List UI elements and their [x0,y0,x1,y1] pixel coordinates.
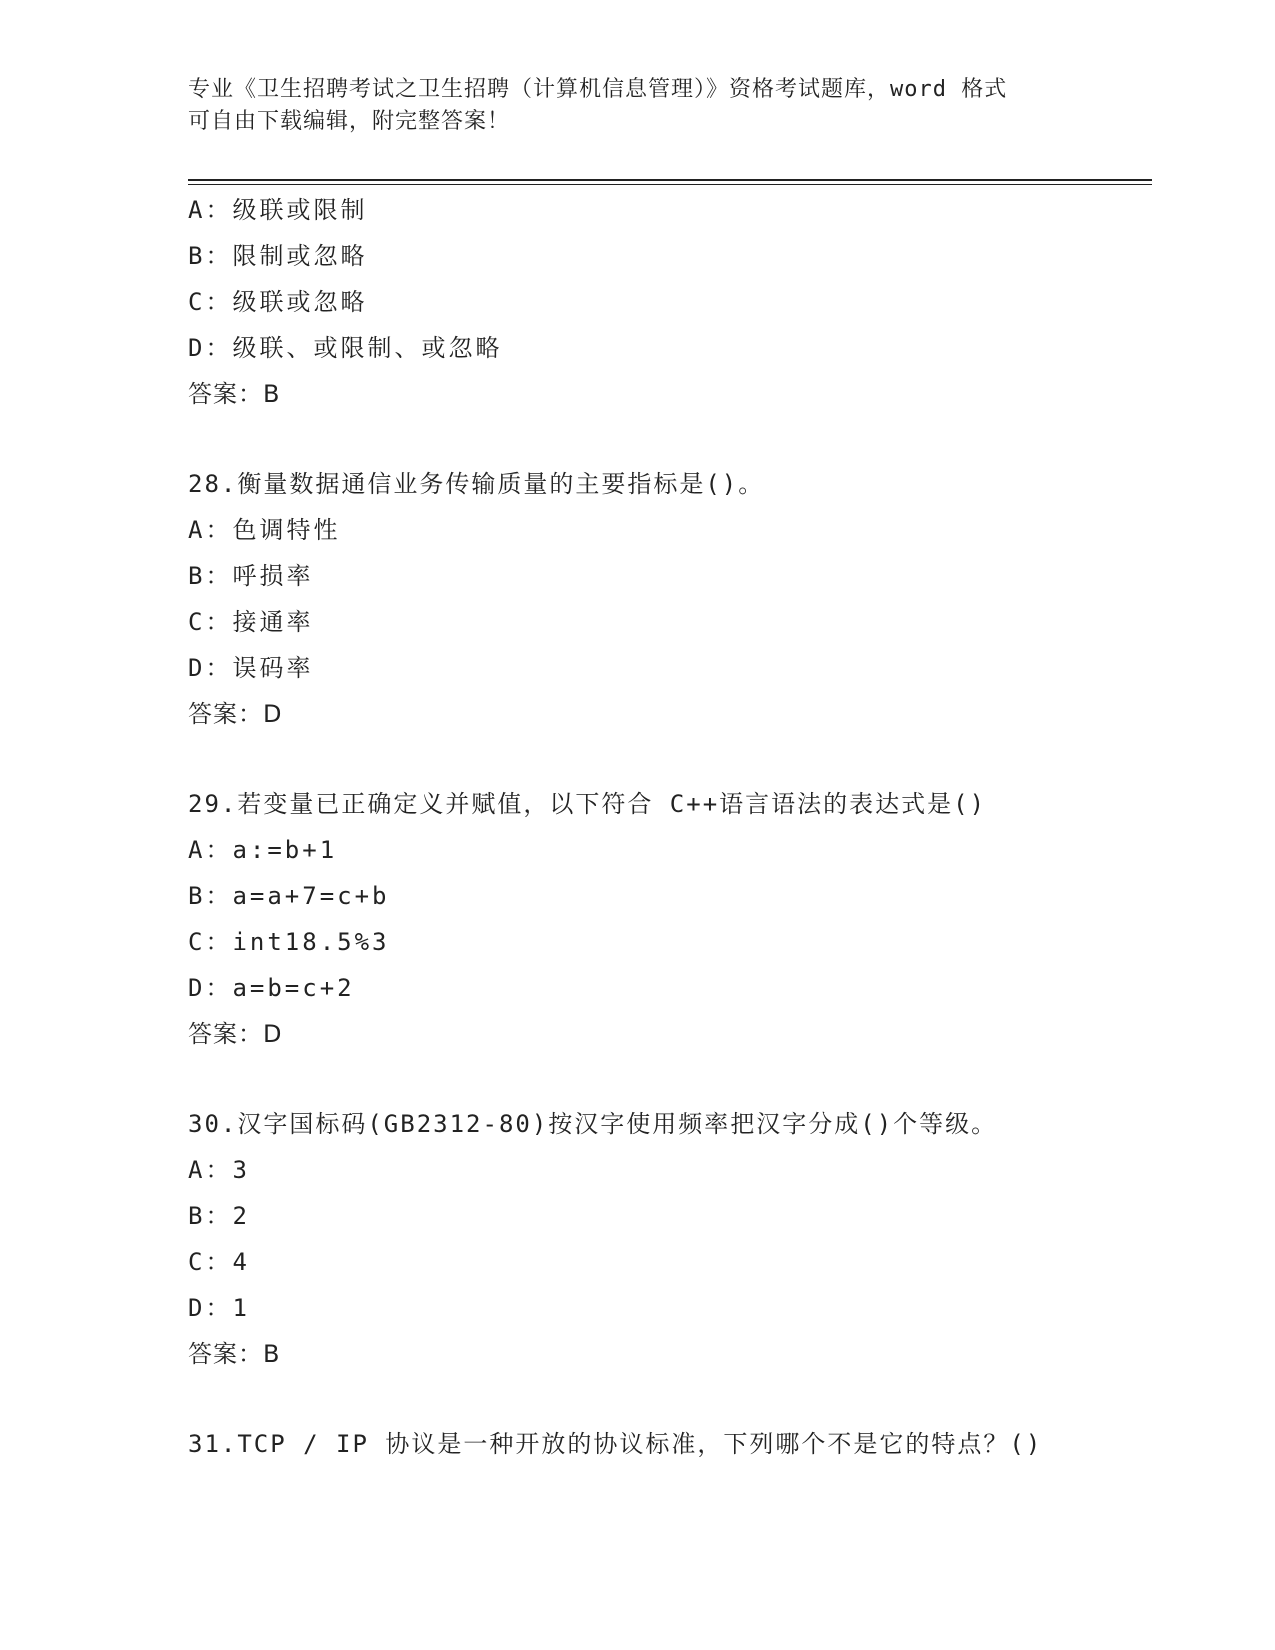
question-list [188,187,1148,1467]
document-header [188,74,1088,138]
option-d: D：1 [188,1294,250,1322]
question-text: 28.衡量数据通信业务传输质量的主要指标是()。 [188,470,765,498]
option-d: D：误码率 [188,654,314,682]
answer: 答案：D [188,700,283,728]
question-28 [188,461,1148,737]
option-a: A：3 [188,1156,250,1184]
option-d: D：级联、或限制、或忽略 [188,334,503,362]
header-line-2: 可自由下载编辑，附完整答案！ [188,109,511,134]
option-c: C：级联或忽略 [188,288,368,316]
header-line-1: 专业《卫生招聘考试之卫生招聘（计算机信息管理）》资格考试题库，word 格式 [188,77,1008,102]
question-text: 31.TCP / IP 协议是一种开放的协议标准，下列哪个不是它的特点？() [188,1430,1043,1458]
spacer [188,417,1148,461]
option-d: D：a=b=c+2 [188,974,355,1002]
header-divider-thin [188,184,1152,185]
answer: 答案：B [188,380,281,408]
answer: 答案：D [188,1020,283,1048]
spacer [188,1377,1148,1421]
option-c: C：int18.5%3 [188,928,390,956]
question-text: 29.若变量已正确定义并赋值，以下符合 C++语言语法的表达式是() [188,790,987,818]
question-31 [188,1421,1148,1467]
spacer [188,737,1148,781]
option-a: A：级联或限制 [188,196,368,224]
option-c: C：4 [188,1248,250,1276]
question-text: 30.汉字国标码(GB2312-80)按汉字使用频率把汉字分成()个等级。 [188,1110,998,1138]
option-b: B：2 [188,1202,250,1230]
question-30 [188,1101,1148,1377]
option-a: A：色调特性 [188,516,341,544]
question-27 [188,187,1148,417]
option-a: A：a:=b+1 [188,836,338,864]
question-29 [188,781,1148,1057]
option-b: B：限制或忽略 [188,242,368,270]
answer: 答案：B [188,1340,281,1368]
header-divider-thick [188,179,1152,181]
option-c: C：接通率 [188,608,314,636]
option-b: B：呼损率 [188,562,314,590]
spacer [188,1057,1148,1101]
option-b: B：a=a+7=c+b [188,882,390,910]
